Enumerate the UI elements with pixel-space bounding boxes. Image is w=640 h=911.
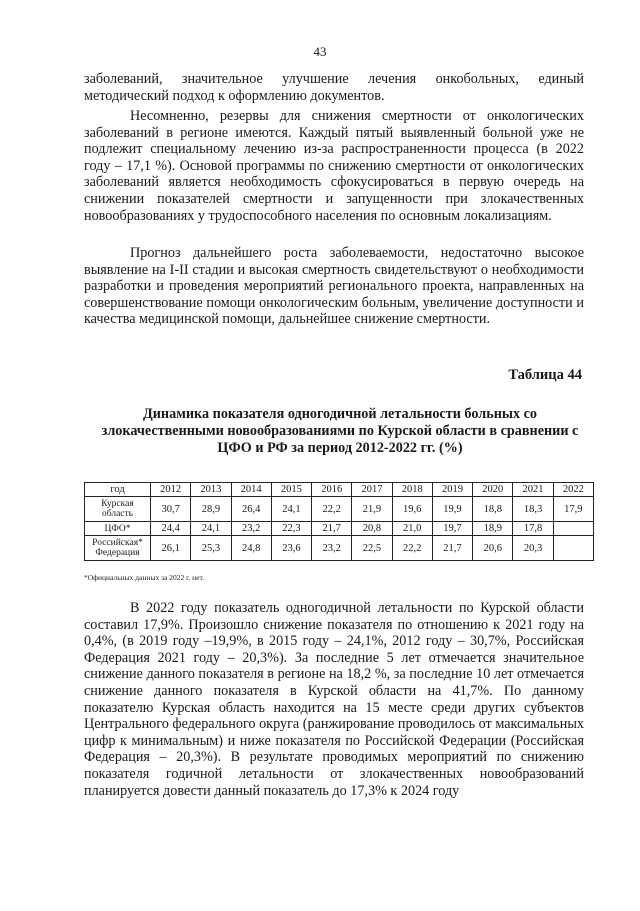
paragraph-4: В 2022 году показатель одногодичной летальности по Курской области составил 17,9%. Произошло снижение показателя по отношению к 2021 году на 0,4%, (в 2019 году –19,9%, в 2015 году – 24,1%, 2012 году – 30,7%, Российская Федерация 2021 году – 20,3%). За последние 5 лет отмечается значительное снижение данного показателя в регионе на 18,2 %, за последние 10 лет отмечается снижение данного показателя в Курской области на 41,7%. По данному показателю Курская область находится на 15 месте среди других субъектов Центрального федерального округа (ранжирование проводилось от максимальных цифр к минимальным) и ниже показателя по Российской Федерации (Российская Федерация – 20,3%). В результате проводимых мероприятий по снижению показателя годичной летальности от злокачественных новообразований планируется довести данный показатель до 17,3% к 2024 году — [84, 600, 584, 799]
mortality-table — [84, 482, 594, 561]
row-name-cell: ЦФО* — [85, 522, 151, 536]
header-cell: год — [85, 483, 151, 497]
page-number: 43 — [313, 44, 327, 59]
table-cell: 19,9 — [432, 497, 472, 522]
table-header-row — [85, 483, 594, 497]
paragraph-2: Несомненно, резервы для снижения смертности от онкологических заболеваний в регионе имеются. Каждый пятый выявленный больной уже не подлежит специальному лечению из-за распространенности процесса (в 2022 году – 17,1 %). Основой программы по снижению смертности от онкологических заболеваний является необходимость сфокусироваться в первую очередь на снижении показателей смертности и запущенности при злокачественных новообразованиях у трудоспособного населения по основным локализациям. — [84, 108, 584, 224]
table-cell: 24,4 — [151, 522, 191, 536]
table-cell: 21,7 — [432, 536, 472, 561]
header-cell: 2015 — [271, 483, 311, 497]
table-cell: 18,9 — [473, 522, 513, 536]
table-cell: 22,5 — [352, 536, 392, 561]
header-cell: 2013 — [191, 483, 231, 497]
table-cell — [553, 522, 593, 536]
table-cell: 24,1 — [191, 522, 231, 536]
table-cell: 19,6 — [392, 497, 432, 522]
table-cell: 26,1 — [151, 536, 191, 561]
table-cell: 21,7 — [312, 522, 352, 536]
table-row — [85, 536, 594, 561]
header-cell: 2022 — [553, 483, 593, 497]
table-body — [85, 483, 594, 561]
table-cell — [553, 536, 593, 561]
table-cell: 20,6 — [473, 536, 513, 561]
table-cell: 23,2 — [312, 536, 352, 561]
header-cell: 2020 — [473, 483, 513, 497]
paragraph-3: Прогноз дальнейшего роста заболеваемости, недостаточно высокое выявление на I-II стадии и высокая смертность свидетельствуют о необходимости разработки и проведения мероприятий регионального проекта, направленных на совершенствование помощи онкологическим больным, увеличение доступности и качества медицинской помощи, дальнейшее снижение смертности. — [84, 245, 584, 328]
table-row — [85, 522, 594, 536]
header-cell: 2016 — [312, 483, 352, 497]
table-cell: 18,8 — [473, 497, 513, 522]
table-cell: 22,3 — [271, 522, 311, 536]
table-cell: 28,9 — [191, 497, 231, 522]
table-cell: 20,3 — [513, 536, 553, 561]
row-name-cell: Российская* Федерация — [85, 536, 151, 561]
table-cell: 26,4 — [231, 497, 271, 522]
header-cell: 2018 — [392, 483, 432, 497]
header-cell: 2019 — [432, 483, 472, 497]
table-cell: 22,2 — [312, 497, 352, 522]
row-name-cell: Курская область — [85, 497, 151, 522]
table-cell: 24,8 — [231, 536, 271, 561]
table-cell: 23,6 — [271, 536, 311, 561]
table-footnote: *Официальных данных за 2022 г. нет. — [84, 573, 205, 582]
table-cell: 23,2 — [231, 522, 271, 536]
header-cell: 2012 — [151, 483, 191, 497]
table-cell: 21,0 — [392, 522, 432, 536]
table-cell: 19,7 — [432, 522, 472, 536]
table-cell: 17,9 — [553, 497, 593, 522]
table-cell: 25,3 — [191, 536, 231, 561]
table-cell: 20,8 — [352, 522, 392, 536]
header-cell: 2021 — [513, 483, 553, 497]
table-title: Динамика показателя одногодичной летальности больных со злокачественными новообразованиями по Курской области в сравнении с ЦФО и РФ за период 2012-2022 гг. (%) — [101, 406, 579, 456]
header-cell: 2017 — [352, 483, 392, 497]
table-cell: 18,3 — [513, 497, 553, 522]
table-row — [85, 497, 594, 522]
table-cell: 17,8 — [513, 522, 553, 536]
table-label: Таблица 44 — [508, 367, 582, 383]
table-cell: 21,9 — [352, 497, 392, 522]
table-cell: 30,7 — [151, 497, 191, 522]
table-cell: 24,1 — [271, 497, 311, 522]
header-cell: 2014 — [231, 483, 271, 497]
paragraph-1: заболеваний, значительное улучшение лечения онкобольных, единый методический подход к оформлению документов. — [84, 71, 584, 104]
table-cell: 22,2 — [392, 536, 432, 561]
